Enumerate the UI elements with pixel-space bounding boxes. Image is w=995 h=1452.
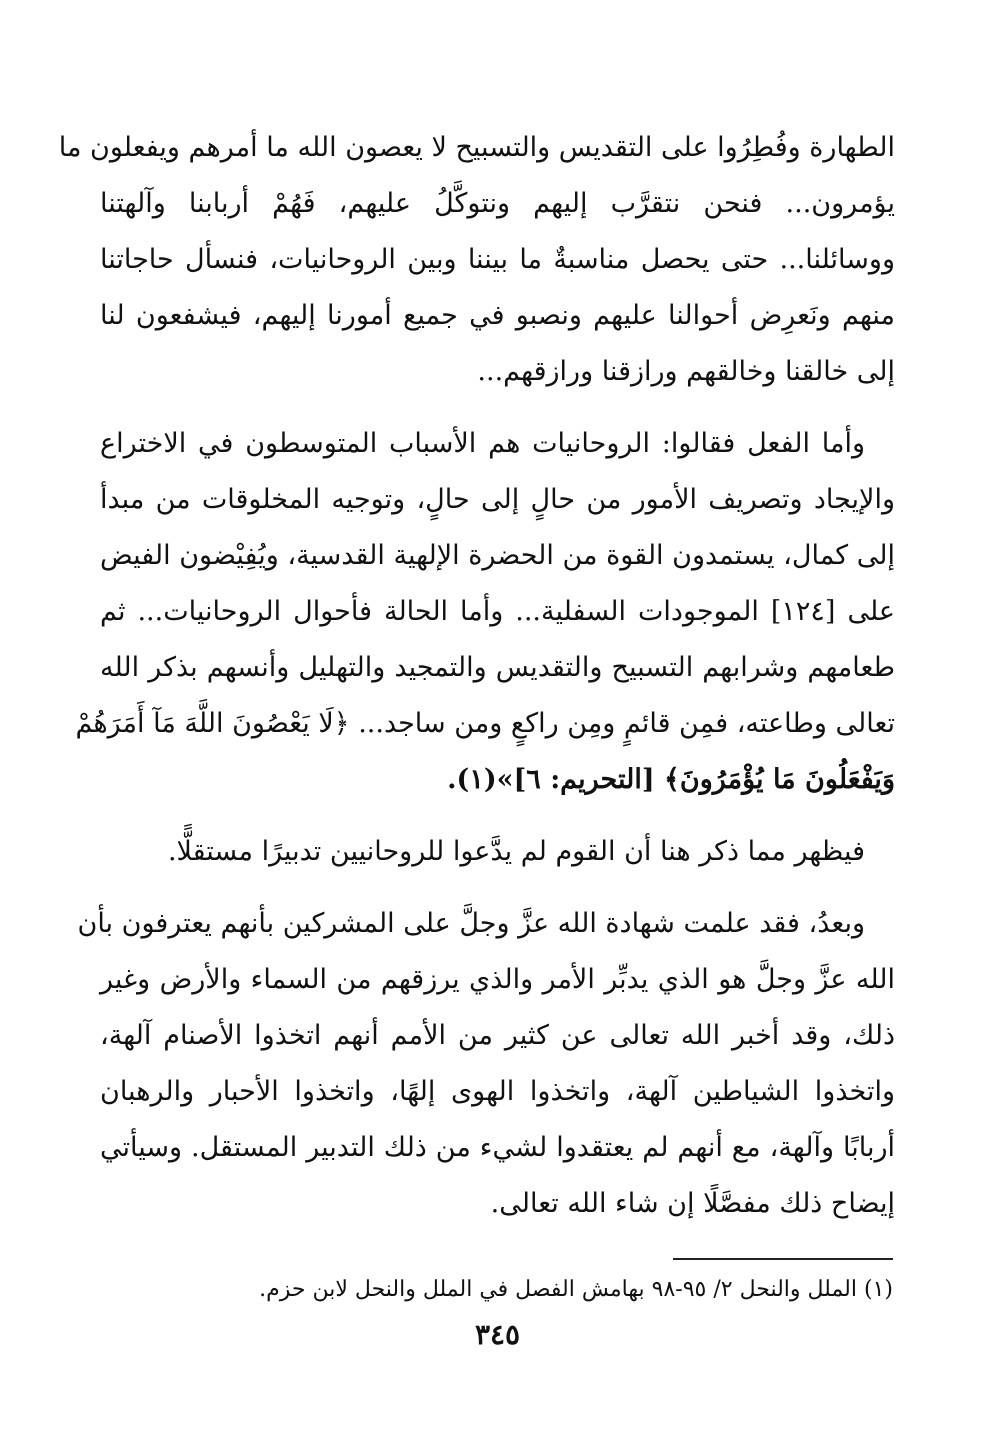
text-line: فيظهر مما ذكر هنا أن القوم لم يدَّعوا للروحانيين تدبيرًا مستقلًّا. [167,836,865,867]
footnote: (١) الملل والنحل ٢/ ٩٥-٩٨ بهامش الفصل في الملل والنحل لابن حزم. [259,1277,893,1302]
main-text [58,120,895,1248]
quran-verse-line: وَيَفْعَلُونَ مَا يُؤْمَرُونَ﴾ [التحريم: ٦]»(١). [447,764,895,795]
paragraph-4 [77,896,895,1232]
text-line: الطهارة وفُطِرُوا على التقديس والتسبيح لا يعصون الله ما أمرهم ويفعلون ما [58,132,895,163]
text-line: منهم ونَعرِض أحوالنا عليهم ونصبو في جميع أمورنا إليهم، فيشفعون لنا [100,300,895,331]
text-line: أربابًا وآلهة، مع أنهم لم يعتقدوا لشيء من ذلك التدبير المستقل. وسيأتي [100,1132,895,1163]
text-line: وبعدُ، فقد علمت شهادة الله عزَّ وجلَّ على المشركين بأنهم يعترفون بأن [77,908,865,939]
text-line: ووسائلنا... حتى يحصل مناسبةٌ ما بيننا وبين الروحانيات، فنسأل حاجاتنا [100,244,895,275]
text-line: والإيجاد وتصريف الأمور من حالٍ إلى حالٍ، وتوجيه المخلوقات من مبدأ [100,484,895,515]
page-number: ٣٤٥ [474,1318,521,1351]
text-line: ذلك، وقد أخبر الله تعالى عن كثير من الأمم أنهم اتخذوا الأصنام آلهة، [100,1020,895,1051]
text-line: واتخذوا الشياطين آلهة، واتخذوا الهوى إلهًا، واتخذوا الأحبار والرهبان [100,1076,895,1107]
text-line: إلى كمال، يستمدون القوة من الحضرة الإلهية القدسية، ويُفِيْضون الفيض [100,540,895,571]
footnote-divider [673,1258,893,1260]
paragraph-2 [75,416,895,808]
text-line: طعامهم وشرابهم التسبيح والتقديس والتمجيد والتهليل وأنسهم بذكر الله [100,652,895,683]
text-line: وأما الفعل فقالوا: الروحانيات هم الأسباب المتوسطون في الاختراع [100,428,865,459]
text-line: إلى خالقنا وخالقهم ورازقنا ورازقهم... [477,356,895,387]
text-line: إيضاح ذلك مفصَّلًا إن شاء الله تعالى. [490,1188,895,1219]
text-line: الله عزَّ وجلَّ هو الذي يدبِّر الأمر والذي يرزقهم من السماء والأرض وغير [100,964,895,995]
text-line: تعالى وطاعته، فمِن قائمٍ ومِن راكعٍ ومن ساجد... ﴿لَا يَعْصُونَ اللَّهَ مَآ أَمَرَهُمْ [75,708,895,739]
text-line: يؤمرون... فنحن نتقرَّب إليهم ونتوكَّلُ عليهم، فَهُمْ أربابنا وآلهتنا [100,188,895,219]
paragraph-3 [100,824,895,880]
text-line: على [١٢٤] الموجودات السفلية... وأما الحالة فأحوال الروحانيات... ثم [100,596,895,627]
paragraph-1 [58,120,895,400]
